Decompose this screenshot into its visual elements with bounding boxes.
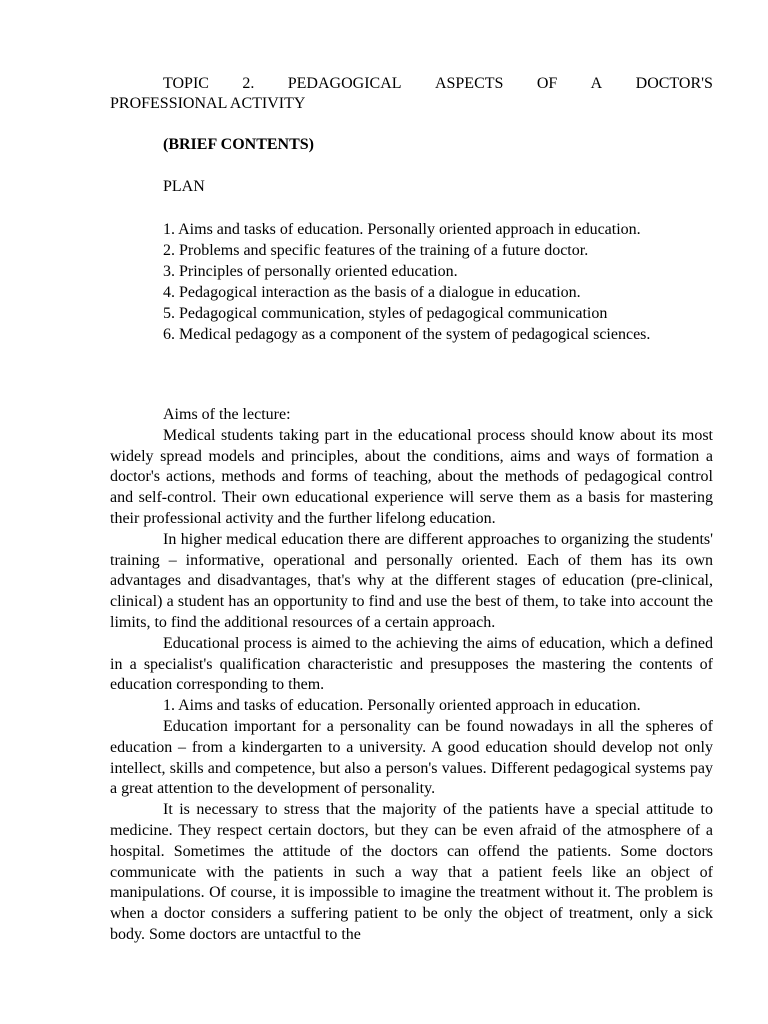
plan-item: 2. Problems and specific features of the training of a future doctor. xyxy=(163,242,589,259)
plan-item: 5. Pedagogical communication, styles of pedagogical communication xyxy=(163,305,608,322)
plan-item: 1. Aims and tasks of education. Personally oriented approach in education. xyxy=(163,221,641,238)
plan-list xyxy=(163,219,650,345)
title-word: A xyxy=(590,75,603,92)
title-line-2: PROFESSIONAL ACTIVITY xyxy=(110,95,306,112)
title-word: TOPIC xyxy=(163,75,209,92)
title-word: OF xyxy=(536,75,558,92)
title-word: ASPECTS xyxy=(434,75,504,92)
title-word: PEDAGOGICAL xyxy=(287,75,402,92)
body-paragraph: Education important for a personality can be found nowadays in all the spheres of education – from a kindergarten to a university. A good education should develop not only intellect, skills and competence, but also a person's values. Different pedagogical systems pay a great attention to the development of personality. xyxy=(110,717,713,798)
title-word: 2. xyxy=(242,75,255,92)
document-title xyxy=(110,74,713,114)
body-paragraph: Medical students taking part in the educational process should know about its most widely spread models and principles, about the conditions, aims and ways of formation a doctor's actions, methods and forms of teaching, about the methods of pedagogical control and self-control. Their own educational experience will serve them as a basis for mastering their professional activity and the further lifelong education. xyxy=(110,426,713,527)
brief-contents-heading: (BRIEF CONTENTS) xyxy=(163,136,314,153)
plan-heading: PLAN xyxy=(163,178,205,195)
plan-item: 3. Principles of personally oriented education. xyxy=(163,263,458,280)
title-word: DOCTOR'S xyxy=(635,75,713,92)
title-line-1 xyxy=(110,74,713,94)
plan-item: 6. Medical pedagogy as a component of the system of pedagogical sciences. xyxy=(163,326,651,343)
lecture-body xyxy=(110,405,713,946)
body-paragraph: Educational process is aimed to the achieving the aims of education, which a defined in a specialist's qualification characteristic and presupposes the mastering the contents of education corresponding to them. xyxy=(110,634,713,694)
body-paragraph: In higher medical education there are different approaches to organizing the students' training – informative, operational and personally oriented. Each of them has its own advantages and disadvantages, that's why at the different stages of education (pre-clinical, clinical) a student has an opportunity to find and use the best of them, to take into account the limits, to find the additional resources of a certain approach. xyxy=(110,530,713,631)
aims-heading: Aims of the lecture: xyxy=(163,406,291,423)
plan-item: 4. Pedagogical interaction as the basis of a dialogue in education. xyxy=(163,284,581,301)
section-heading: 1. Aims and tasks of education. Personally oriented approach in education. xyxy=(163,697,641,715)
body-paragraph: It is necessary to stress that the majority of the patients have a special attitude to medicine. They respect certain doctors, but they can be even afraid of the atmosphere of a hospital. Sometimes the attitude of the doctors can offend the patients. Some doctors communicate with the patients in such a way that a patient feels like an object of manipulations. Of course, it is impossible to imagine the treatment without it. The problem is when a doctor considers a suffering patient to be only the object of treatment, only a sick body. Some doctors are untactful to the xyxy=(110,801,713,943)
